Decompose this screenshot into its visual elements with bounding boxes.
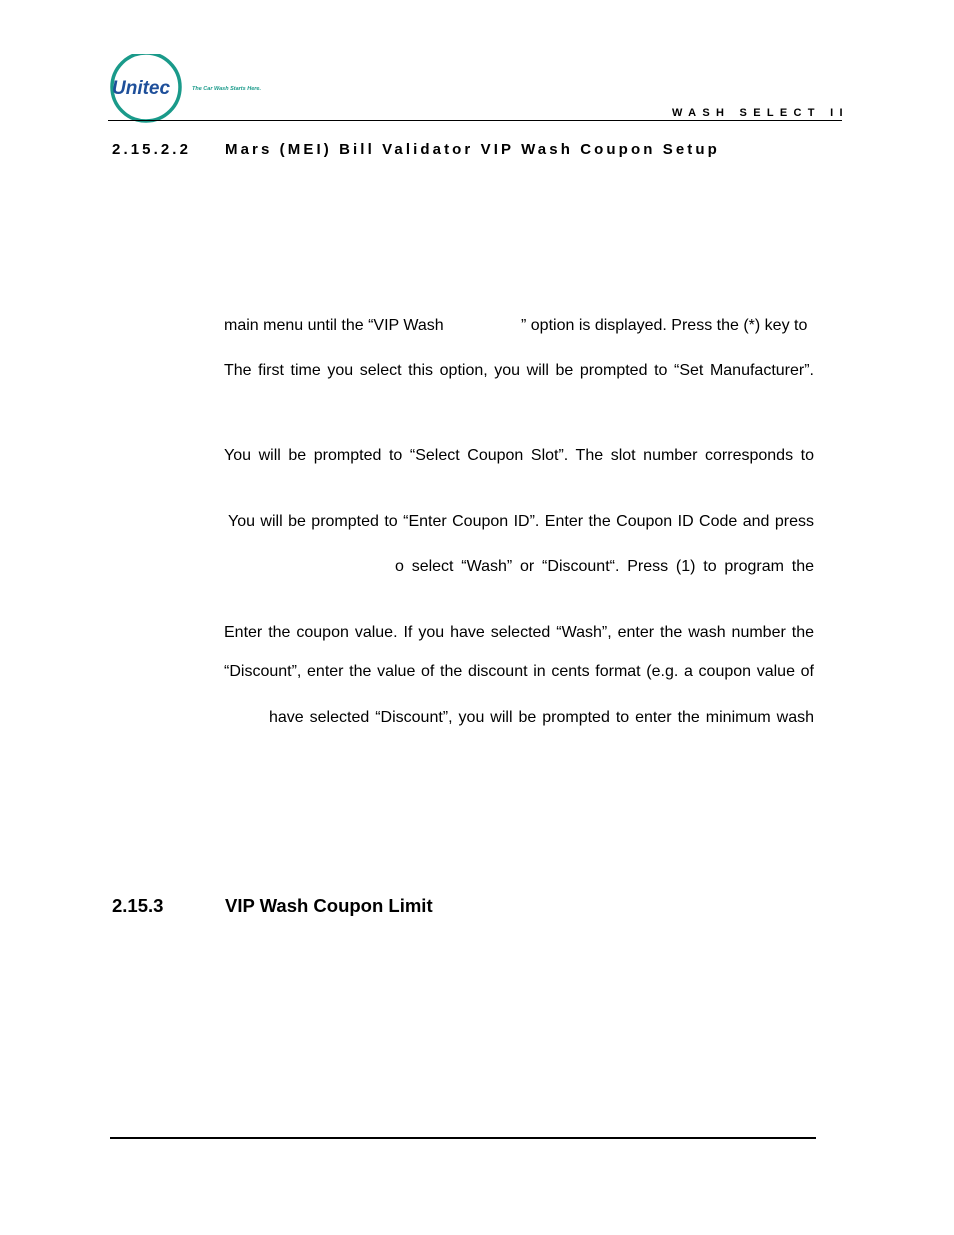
section-title: VIP Wash Coupon Limit	[225, 895, 433, 916]
body-line-6: Enter the coupon value. If you have selected “Wash”, enter the wash number the	[224, 624, 814, 641]
section-number: 2.15.3	[112, 895, 164, 916]
unitec-logo-mark	[108, 54, 308, 124]
body-line-7: “Discount”, enter the value of the discount in cents format (e.g. a coupon value of	[224, 663, 814, 680]
section-heading-coupon-limit	[112, 895, 433, 917]
body-line-8: have selected “Discount”, you will be prompted to enter the minimum wash	[269, 709, 814, 726]
body-line-3: You will be prompted to “Select Coupon Slot”. The slot number corresponds to	[224, 447, 814, 464]
logo-wordmark: Unitec	[112, 78, 171, 99]
document-title: WASH SELECT II	[672, 107, 849, 119]
footer-divider	[110, 1137, 816, 1139]
logo-tagline: The Car Wash Starts Here.	[192, 86, 261, 92]
body-line-1a: main menu until the “VIP Wash	[224, 317, 444, 334]
header-divider	[108, 120, 842, 121]
section-heading-coupon-setup	[112, 141, 720, 158]
section-title: Mars (MEI) Bill Validator VIP Wash Coupon Setup	[225, 141, 720, 158]
body-line-4: You will be prompted to “Enter Coupon ID”. Enter the Coupon ID Code and press	[228, 513, 814, 530]
body-line-5: o select “Wash” or “Discount“. Press (1) to program the	[395, 558, 814, 575]
section-number: 2.15.2.2	[112, 141, 192, 158]
unitec-logo	[108, 54, 308, 124]
body-line-2: The first time you select this option, you will be prompted to “Set Manufacturer”.	[224, 362, 814, 379]
body-line-1b: ” option is displayed. Press the (*) key to	[521, 317, 808, 334]
